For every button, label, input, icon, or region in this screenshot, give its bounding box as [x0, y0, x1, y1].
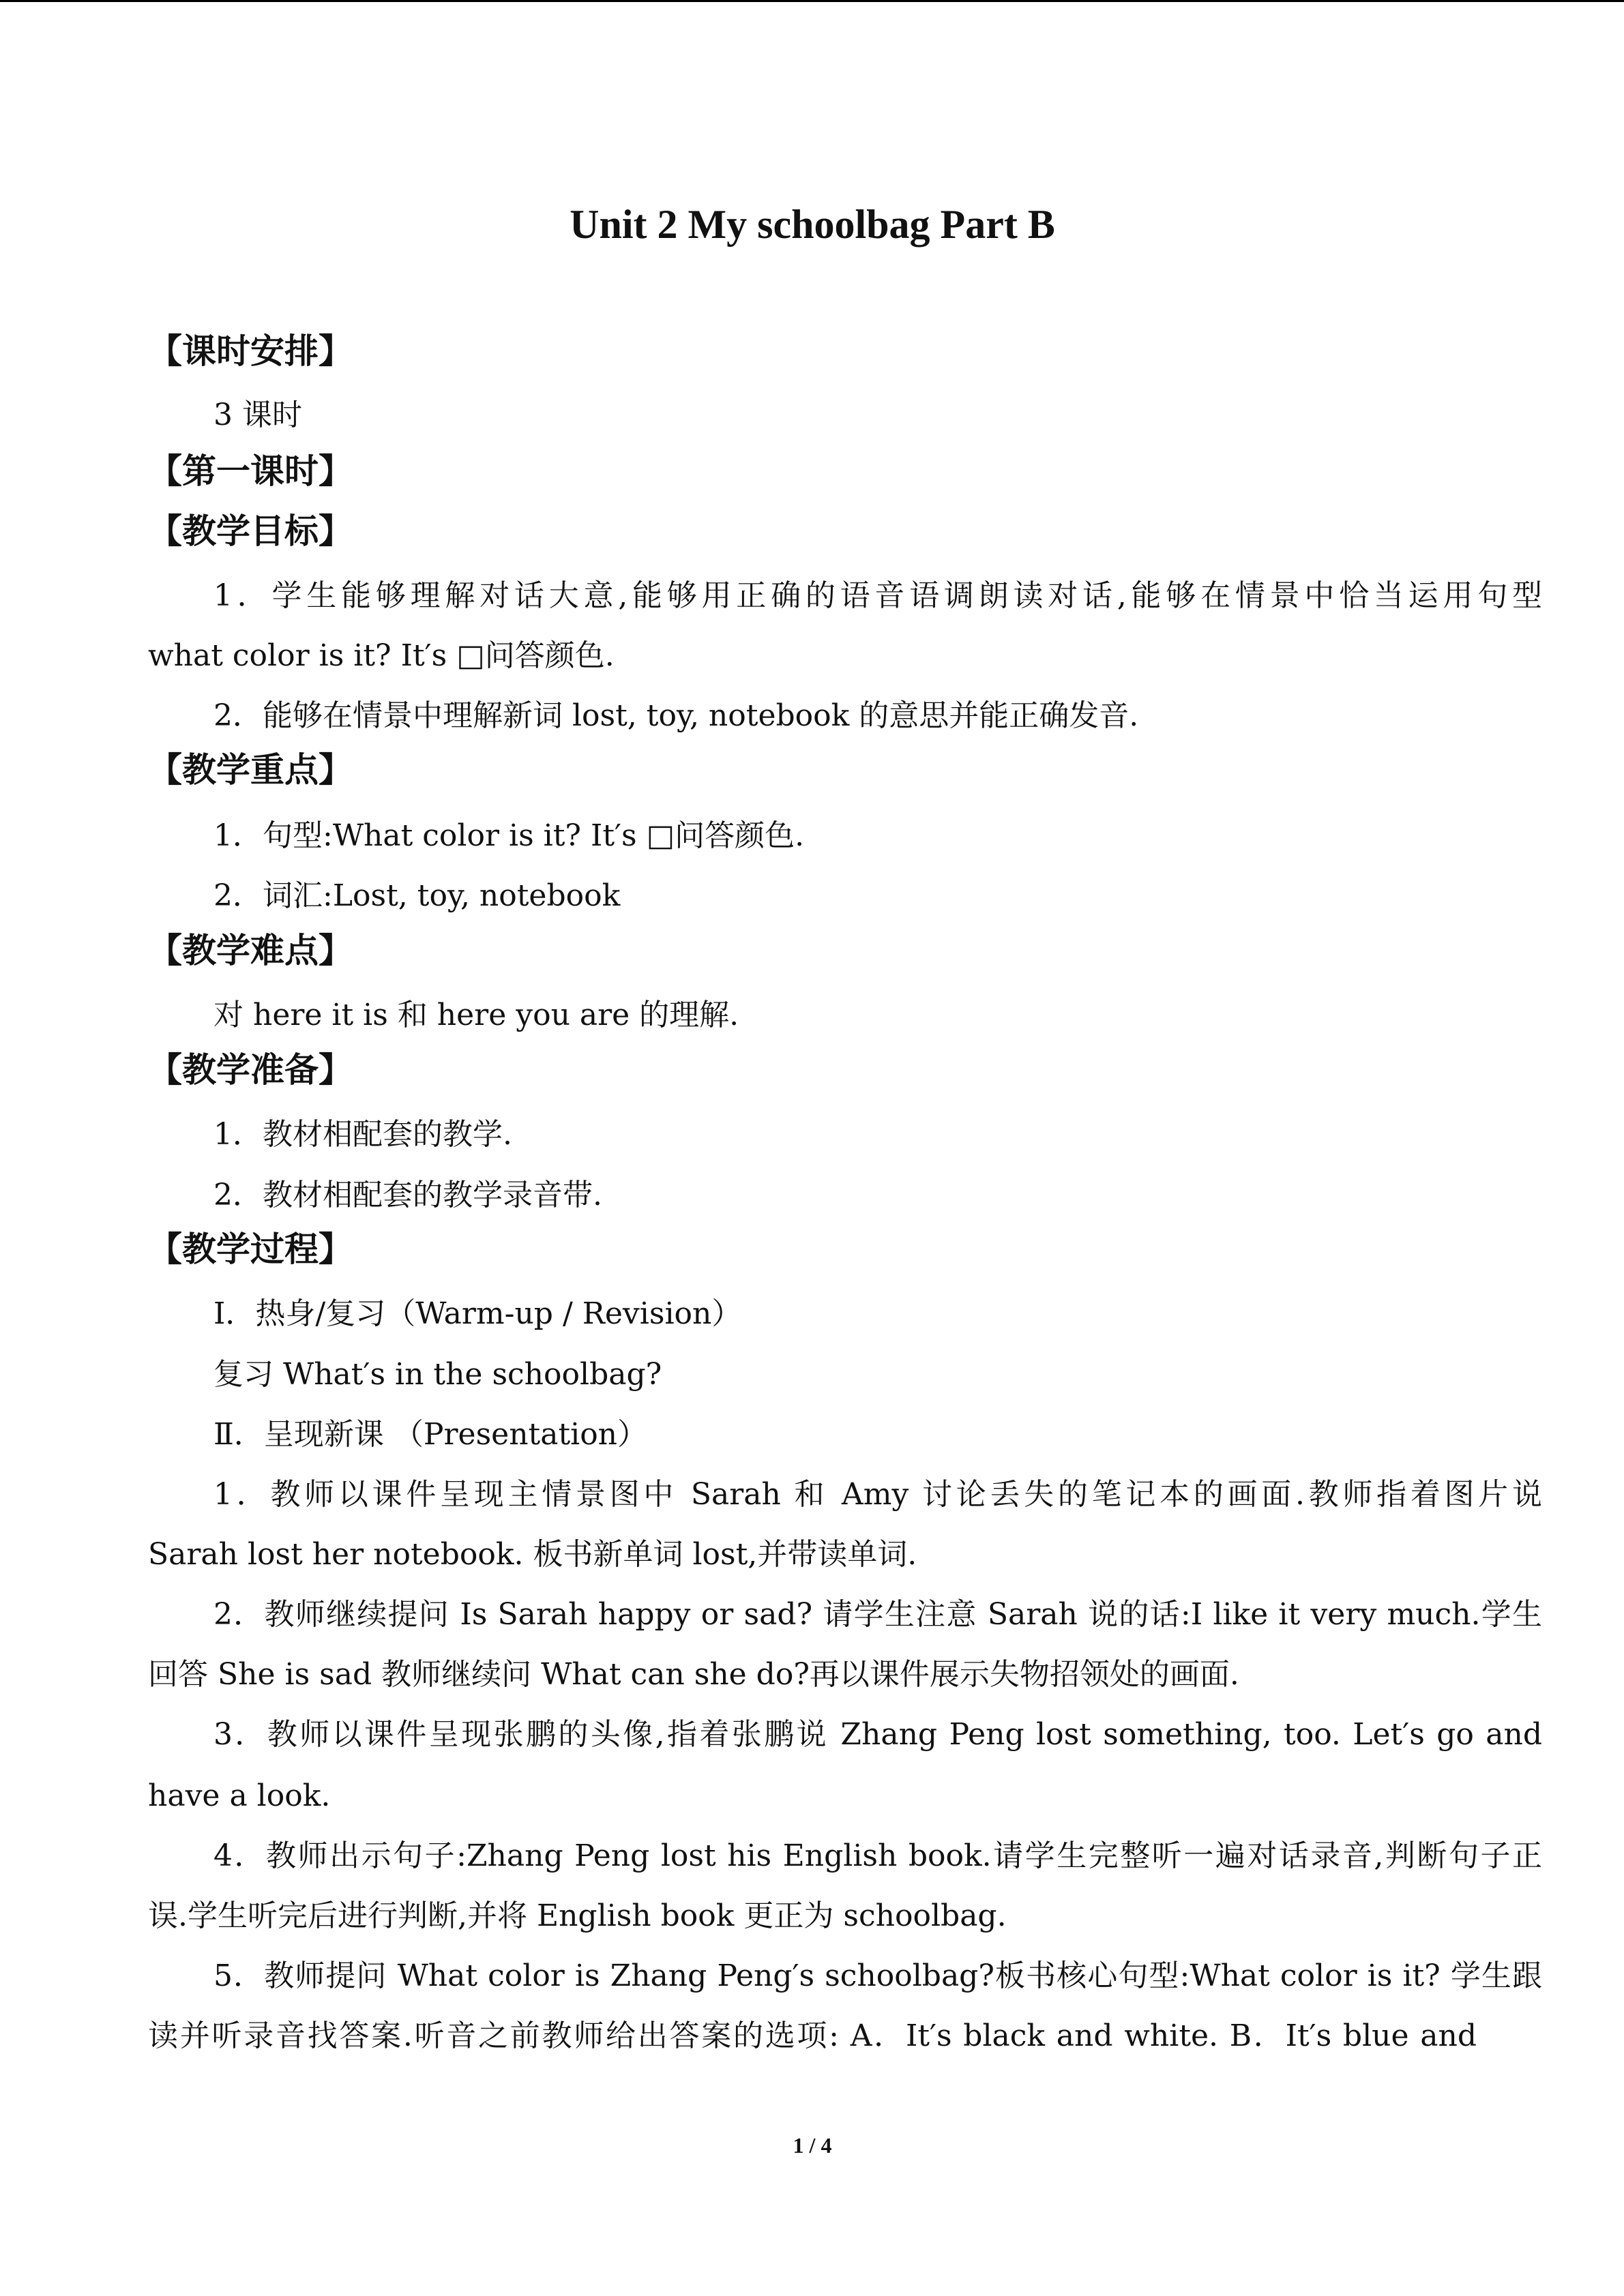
- paragraph: Ⅰ．热身/复习（Warm-up / Revision）: [213, 1296, 742, 1331]
- paragraph: 复习 What′s in the schoolbag?: [213, 1357, 662, 1392]
- paragraph: 1．句型:What color is it? It′s □问答颜色.: [213, 818, 805, 853]
- section-heading-preparation: 【教学准备】: [148, 1050, 353, 1090]
- paragraph: what color is it? It′s □问答颜色.: [148, 638, 615, 673]
- paragraph: 3 课时: [213, 398, 302, 432]
- section-heading-first-lesson: 【第一课时】: [148, 451, 353, 491]
- paragraph: 2．词汇:Lost, toy, notebook: [213, 878, 621, 913]
- paragraph: 2．教材相配套的教学录音带.: [213, 1178, 602, 1212]
- paragraph: 读并听录音找答案.听音之前教师给出答案的选项: A．It′s black and white. B．It′s blue and: [148, 2018, 1477, 2053]
- paragraph: have a look.: [148, 1778, 331, 1813]
- document-title: Unit 2 My schoolbag Part B: [570, 202, 1055, 247]
- paragraph: 5．教师提问 What color is Zhang Peng′s schoolbag?板书核心句型:What color is it? 学生跟: [213, 1958, 1542, 1993]
- section-heading-objectives: 【教学目标】: [148, 511, 353, 551]
- document-page: [148, 0, 1542, 2296]
- section-heading-schedule: 【课时安排】: [148, 331, 353, 371]
- paragraph: Sarah lost her notebook. 板书新单词 lost,并带读单词.: [148, 1537, 917, 1572]
- section-heading-difficulties: 【教学难点】: [148, 931, 353, 970]
- paragraph: 误.学生听完后进行判断,并将 English book 更正为 schoolbag.: [148, 1898, 1007, 1933]
- page-number: 1 / 4: [793, 2133, 832, 2158]
- section-heading-procedure: 【教学过程】: [148, 1229, 353, 1269]
- paragraph: 2．能够在情景中理解新词 lost, toy, notebook 的意思并能正确发音.: [213, 698, 1139, 733]
- paragraph: 1．学生能够理解对话大意,能够用正确的语音语调朗读对话,能够在情景中恰当运用句型: [213, 578, 1542, 613]
- paragraph: 1．教师以课件呈现主情景图中 Sarah 和 Amy 讨论丢失的笔记本的画面.教师指着图片说: [213, 1477, 1542, 1512]
- paragraph: Ⅱ．呈现新课 （Presentation）: [213, 1417, 648, 1452]
- paragraph: 2．教师继续提问 Is Sarah happy or sad? 请学生注意 Sarah 说的话:I like it very much.学生: [213, 1597, 1542, 1632]
- paragraph: 对 here it is 和 here you are 的理解.: [213, 998, 739, 1032]
- paragraph: 4．教师出示句子:Zhang Peng lost his English book.请学生完整听一遍对话录音,判断句子正: [213, 1838, 1542, 1873]
- paragraph: 回答 She is sad 教师继续问 What can she do?再以课件展示失物招领处的画面.: [148, 1657, 1239, 1692]
- section-heading-key-points: 【教学重点】: [148, 750, 353, 790]
- paragraph: 1．教材相配套的教学.: [213, 1117, 512, 1152]
- paragraph: 3．教师以课件呈现张鹏的头像,指着张鹏说 Zhang Peng lost something, too. Let′s go and: [213, 1717, 1542, 1752]
